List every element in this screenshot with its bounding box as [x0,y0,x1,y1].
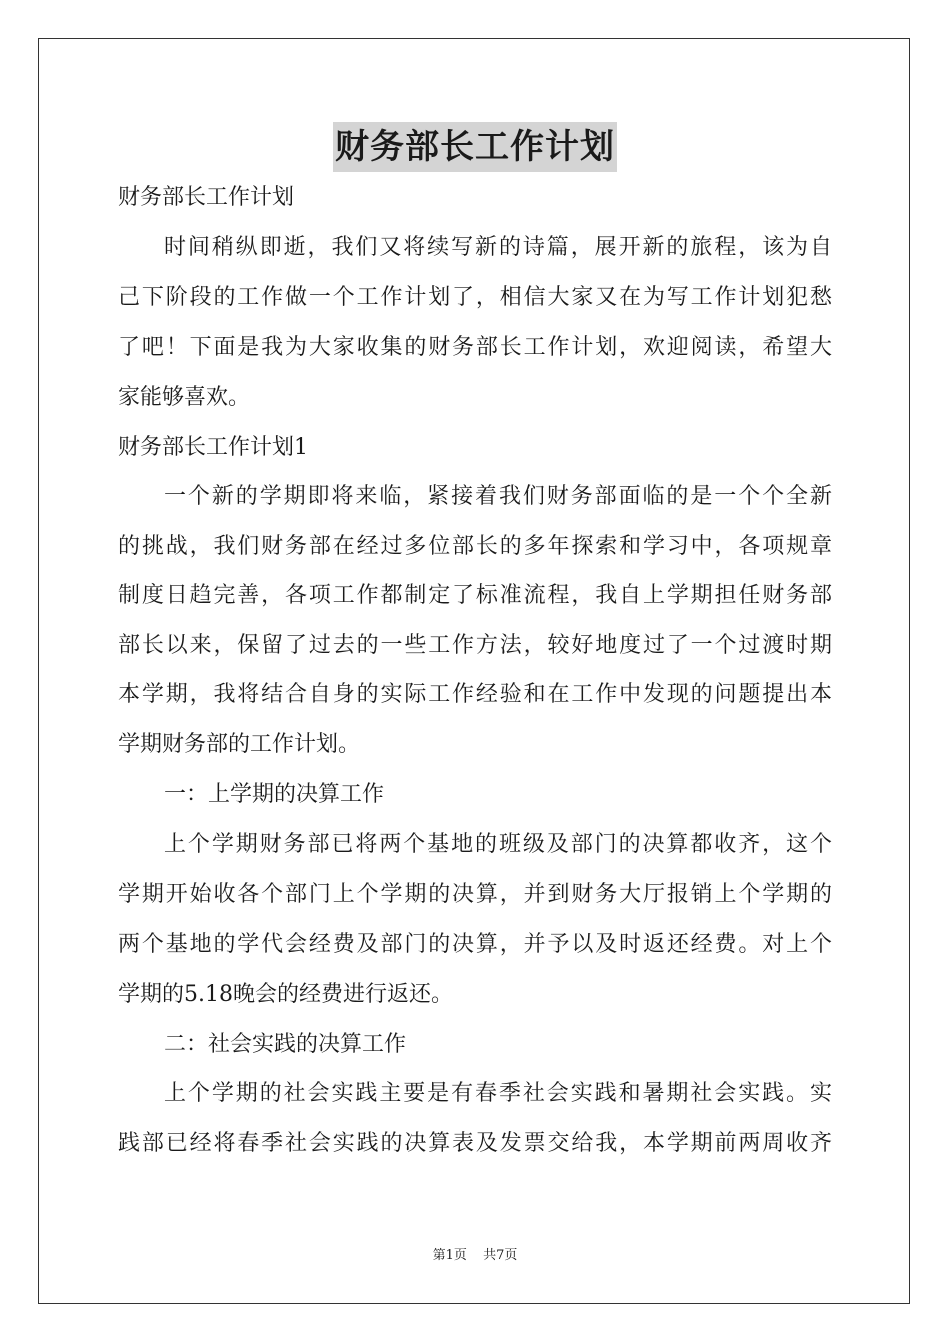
paragraph-line: 本学期，我将结合自身的实际工作经验和在工作中发现的问题提出本 [118,682,832,707]
paragraph-line: 家能够喜欢。 [118,385,251,410]
page-number: 第1页 [432,1248,467,1263]
paragraph-line: 一个新的学期即将来临，紧接着我们财务部面临的是一个个全新 [164,484,832,509]
subtitle-line: 财务部长工作计划 [118,185,295,210]
paragraph-line: 上个学期财务部已将两个基地的班级及部门的决算都收齐，这个 [164,832,832,857]
paragraph-line: 学期的5.18晚会的经费进行返还。 [118,982,453,1007]
section-heading: 一：上学期的决算工作 [164,782,385,807]
paragraph-line: 践部已经将春季社会实践的决算表及发票交给我，本学期前两周收齐 [118,1131,832,1156]
paragraph-line: 了吧！下面是我为大家收集的财务部长工作计划，欢迎阅读，希望大 [118,335,832,360]
section-heading: 二：社会实践的决算工作 [164,1032,407,1057]
title-text: 财务部长工作计划 [333,122,617,172]
paragraph-line: 学期开始收各个部门上个学期的决算，并到财务大厅报销上个学期的 [118,882,832,907]
paragraph-line: 己下阶段的工作做一个工作计划了，相信大家又在为写工作计划犯愁 [118,285,832,310]
paragraph-line: 学期财务部的工作计划。 [118,732,361,757]
page-footer [0,1246,950,1266]
paragraph-line: 时间稍纵即逝，我们又将续写新的诗篇，展开新的旅程，该为自 [164,235,832,260]
page-total: 共7页 [483,1248,518,1263]
paragraph-line: 制度日趋完善，各项工作都制定了标准流程，我自上学期担任财务部 [118,583,832,608]
page-border [38,38,910,1304]
document-title [0,122,950,172]
paragraph-line: 上个学期的社会实践主要是有春季社会实践和暑期社会实践。实 [164,1081,832,1106]
paragraph-line: 部长以来，保留了过去的一些工作方法，较好地度过了一个过渡时期 [118,633,832,658]
paragraph-line: 的挑战，我们财务部在经过多位部长的多年探索和学习中，各项规章 [118,534,832,559]
paragraph-line: 两个基地的学代会经费及部门的决算，并予以及时返还经费。对上个 [118,932,832,957]
section-heading: 财务部长工作计划1 [118,435,308,460]
